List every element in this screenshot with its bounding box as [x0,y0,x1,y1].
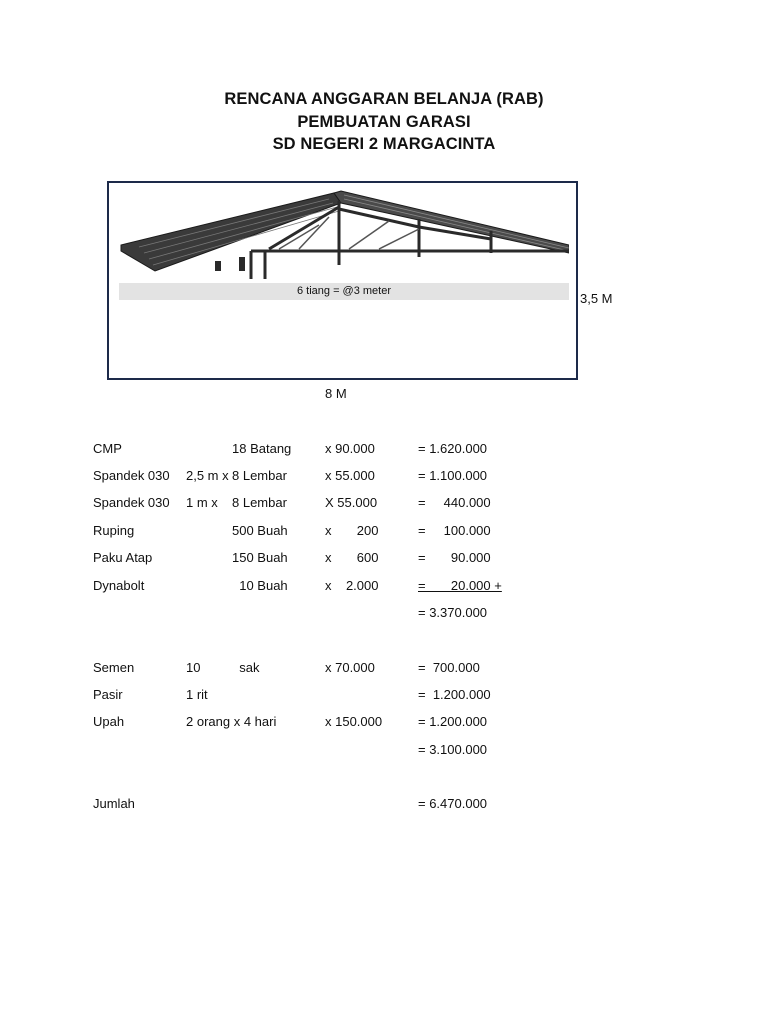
item-qty: 500 Buah [232,523,288,538]
item-total: = 440.000 [418,495,491,510]
title-line-2: PEMBUATAN GARASI [297,112,471,131]
item-spec: 1 rit [186,687,208,702]
item-spec: 2 orang x 4 hari [186,714,277,729]
roof-structure-image [119,187,569,283]
item-total: = 100.000 [418,523,491,538]
title-line-1: RENCANA ANGGARAN BELANJA (RAB) [224,90,544,108]
drawing-caption: 6 tiang = @3 meter [119,283,569,300]
item-qty: 8 Lembar [232,468,287,483]
document-title [0,88,768,156]
item-name: Upah [93,714,125,729]
width-dimension-label: 8 M [325,386,347,401]
height-dimension-label: 3,5 M [580,291,613,306]
item-total: = 1.200.000 [418,687,491,702]
materials-subtotal: = 3.370.000 [418,605,488,620]
item-name: Spandek 030 [93,495,170,510]
item-spec: 1 m x [186,495,218,510]
grand-total-value: = 6.470.000 [418,796,488,811]
item-total: = 90.000 [418,550,491,565]
item-qty: sak [232,660,260,675]
item-qty: 10 Buah [232,578,288,593]
item-price: x 150.000 [325,714,383,729]
item-name: Semen [93,660,135,675]
item-total: = 1.200.000 [418,714,488,729]
item-name: Dynabolt [93,578,145,593]
item-name: Ruping [93,523,135,538]
labor-subtotal: = 3.100.000 [418,742,488,757]
item-price: x 200 [325,523,379,538]
item-qty: 8 Lembar [232,495,287,510]
item-price: x 55.000 [325,468,375,483]
item-spec: 10 [186,660,201,675]
item-total: = 1.620.000 [418,441,488,456]
item-qty: 18 Batang [232,441,292,456]
item-name: Paku Atap [93,550,153,565]
item-price: x 2.000 [325,578,379,593]
item-name: Pasir [93,687,123,702]
item-qty: 150 Buah [232,550,288,565]
item-total: = 20.000 + [418,578,502,593]
item-spec: 2,5 m x [186,468,229,483]
item-name: CMP [93,441,122,456]
item-name: Spandek 030 [93,468,170,483]
item-price: X 55.000 [325,495,378,510]
title-line-3: SD NEGERI 2 MARGACINTA [272,135,496,153]
item-price: x 90.000 [325,441,375,456]
grand-total-label: Jumlah [93,796,135,811]
garage-drawing-frame [107,181,578,380]
item-price: x 70.000 [325,660,375,675]
item-total: = 1.100.000 [418,468,488,483]
item-total: = 700.000 [418,660,480,675]
item-price: x 600 [325,550,379,565]
